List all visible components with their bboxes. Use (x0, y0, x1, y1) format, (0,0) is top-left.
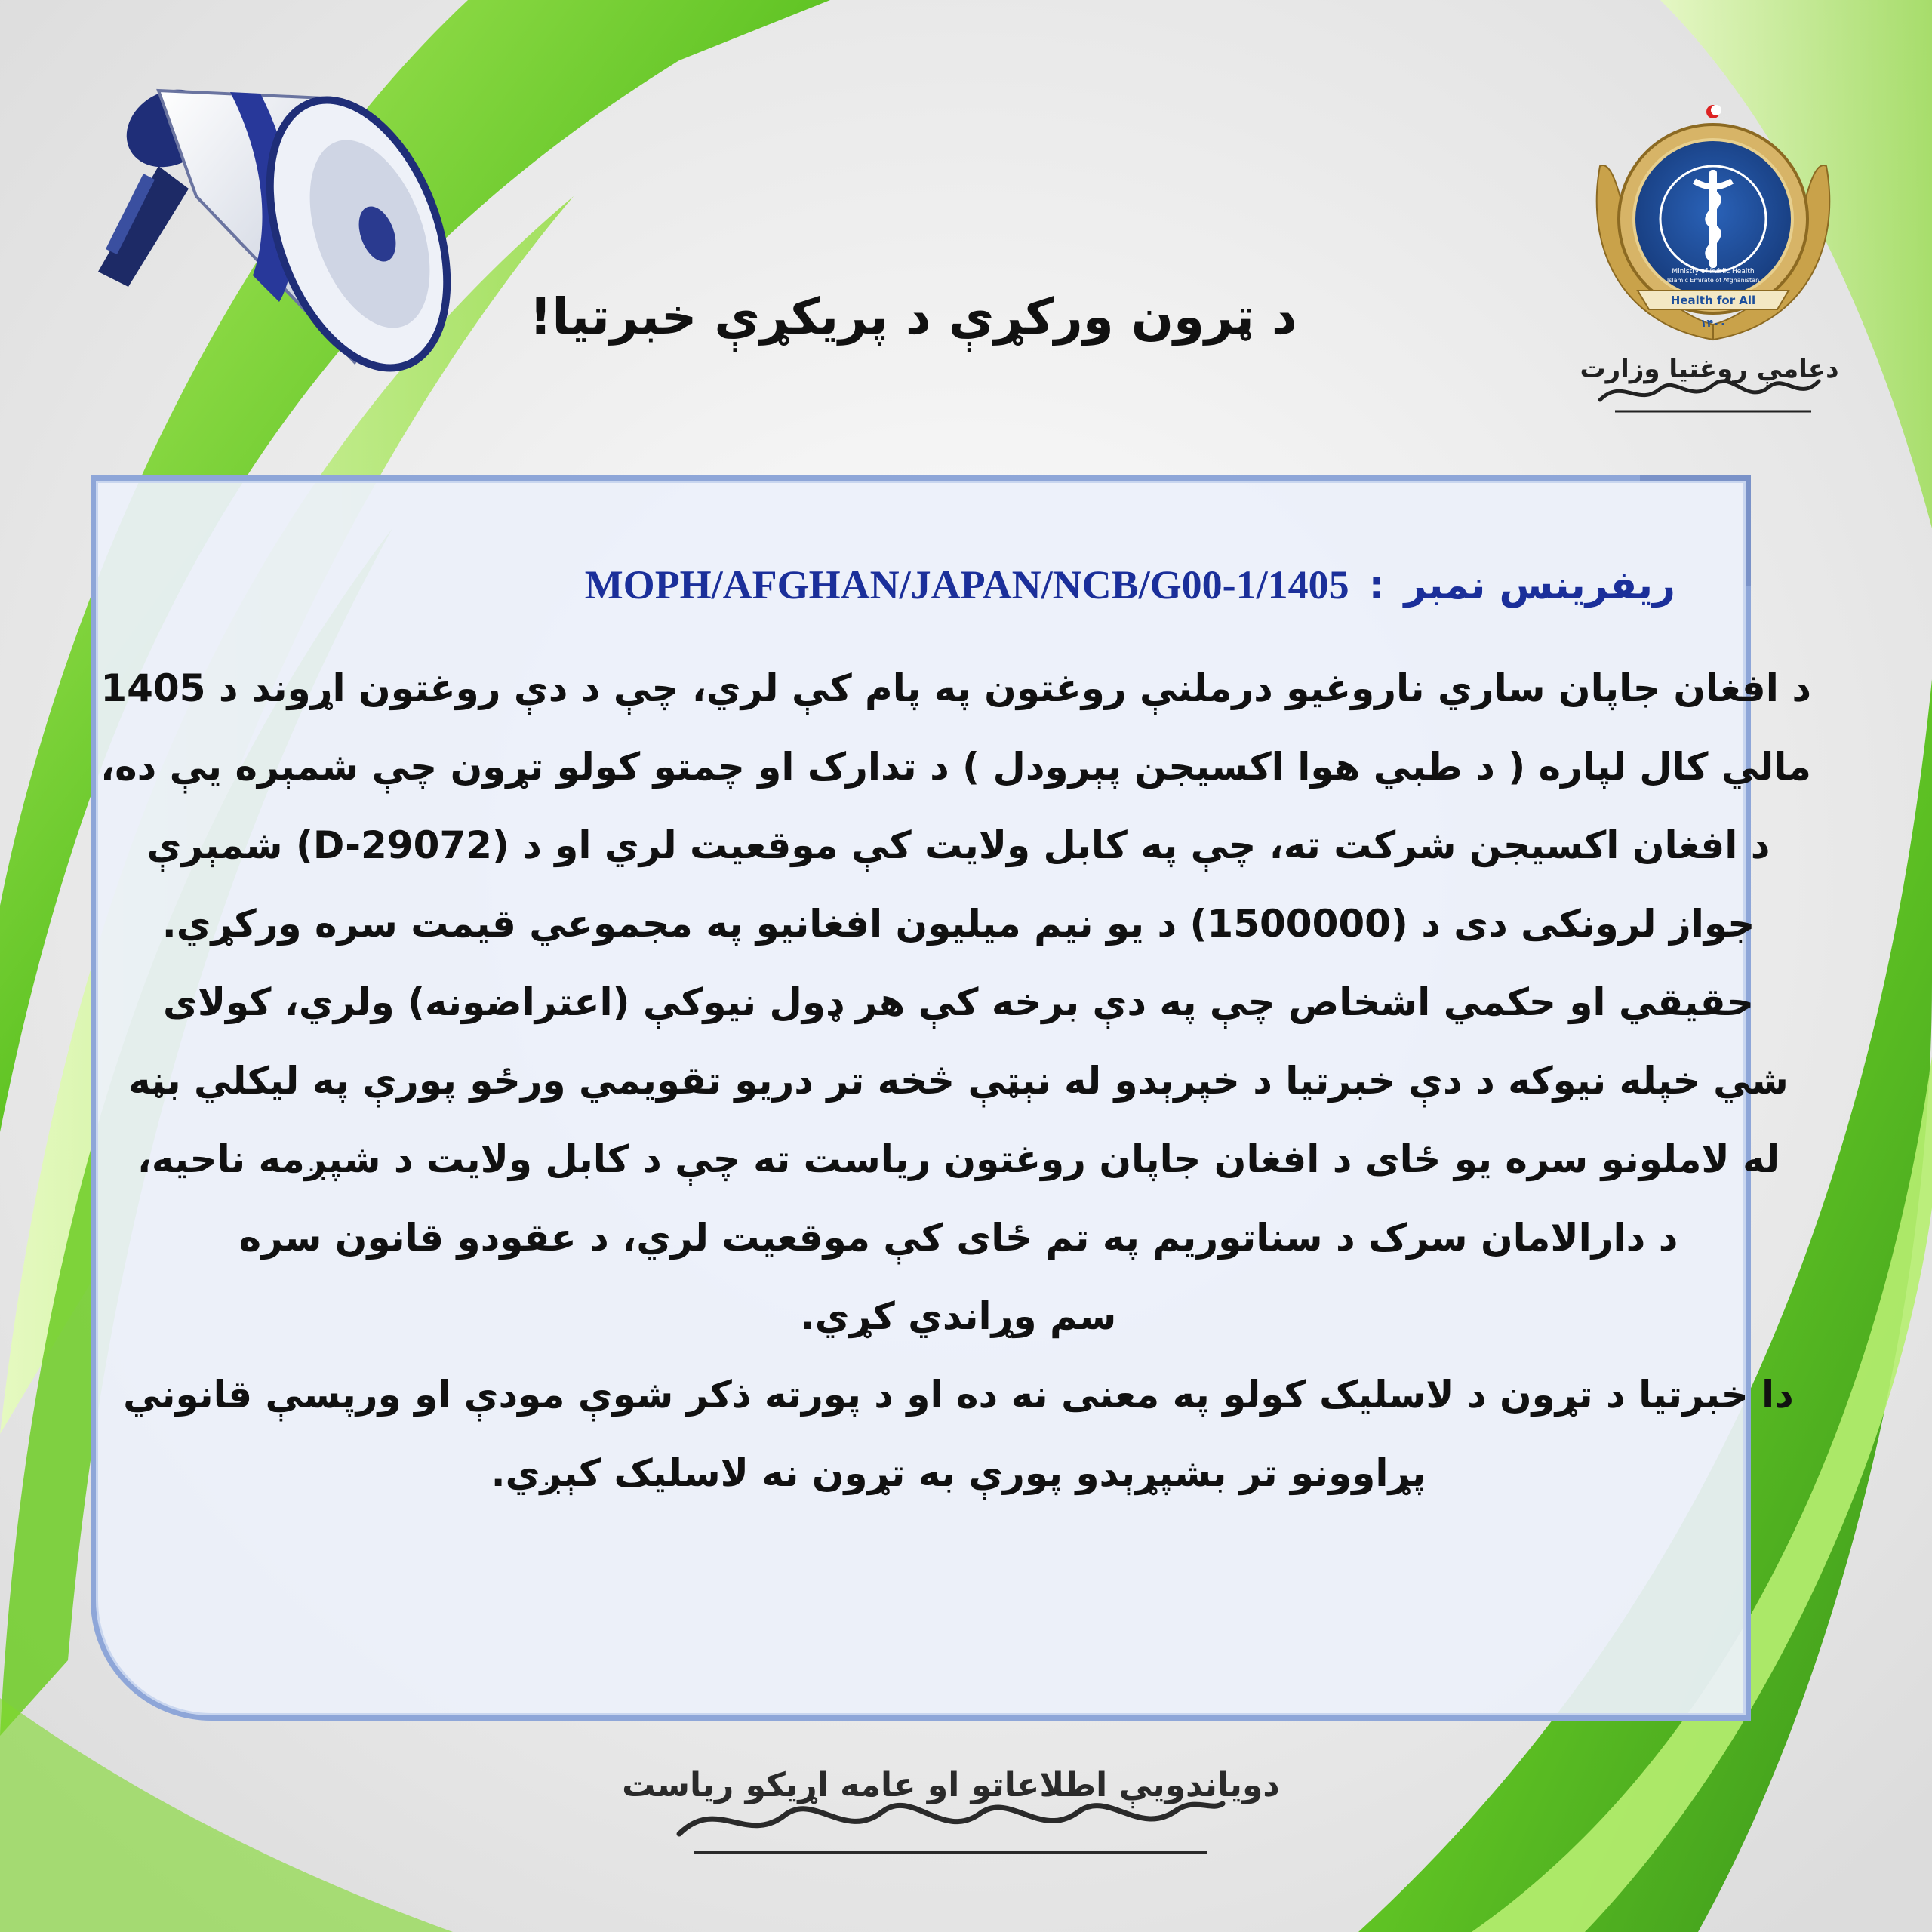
reference-label: ریفرینس نمبر (1404, 563, 1675, 608)
logo-ministry-name: Ministry of Public Health (1672, 268, 1755, 275)
logo-calligraphy (1580, 347, 1839, 423)
logo-year: ۱۴۰۰ (1700, 318, 1727, 330)
logo-emirate-name: Islamic Emirate of Afghanistan (1666, 277, 1760, 284)
body-line: شي خپله نیوکه د دې خبرتیا د خپرېدو له نېټې څخه تر دریو تقویمي ورځو پورې په لیکلي بڼه (128, 1059, 1789, 1103)
body-line: پړاوونو تر بشپړېدو پورې به تړون نه لاسلیک کېږي. (491, 1451, 1426, 1495)
footer-calligraphy (622, 1751, 1280, 1872)
body-line: د دارالامان سرک د سناتوریم په تم ځای کې موقعیت لري، د عقودو قانون سره (238, 1216, 1678, 1260)
reference-number: MOPH/AFGHAN/JAPAN/NCB/G00-1/1405 (584, 562, 1349, 608)
page-title: د ټرون ورکړې د پریکړې خبرتیا! (529, 288, 1297, 346)
body-line: د افغان اکسیجن شرکت ته، چې په کابل ولایت کې موقعیت لري او د (D-29072) شمېرې (146, 823, 1770, 867)
body-line: جواز لرونکی دی د (1500000) د یو نیم میلیون افغانیو په مجموعي قیمت سره ورکړي. (162, 902, 1755, 946)
reference-separator: : (1368, 563, 1385, 608)
body-line: له لاملونو سره یو ځای د افغان جاپان روغتون ریاست ته چې د کابل ولایت د شپږمه ناحیه، (137, 1137, 1780, 1181)
footer-caption-text: دویاندویې اطلاعاتو او عامه اړیکو ریاست (622, 1766, 1280, 1804)
logo-caption-text: دعامې روغتیا وزارت (1580, 354, 1839, 384)
reference-line (242, 543, 1675, 626)
body-line: سم وړاندي کړي. (800, 1294, 1117, 1338)
logo-motto: Health for All (1670, 294, 1756, 307)
announcement-body (100, 649, 1811, 1690)
body-line: د افغان جاپان ساري ناروغیو درملنې روغتون په پام کې لري، چې د دې روغتون اړوند د 1405 (100, 666, 1811, 710)
body-line: مالي کال لپاره ( د طبي هوا اکسیجن پېرودل ) د تدارک او چمتو کولو تړون چې شمېره یې ده، (100, 745, 1811, 789)
body-line: دا خبرتیا د تړون د لاسلیک کولو په معنی نه ده او د پورته ذکر شوې مودې او ورپسې قانوني (123, 1373, 1794, 1417)
ministry-logo-icon (1570, 98, 1857, 355)
body-line: حقیقي او حکمي اشخاص چې په دې برخه کې هر ډول نیوکې (اعتراضونه) ولري، کولای (163, 980, 1754, 1024)
